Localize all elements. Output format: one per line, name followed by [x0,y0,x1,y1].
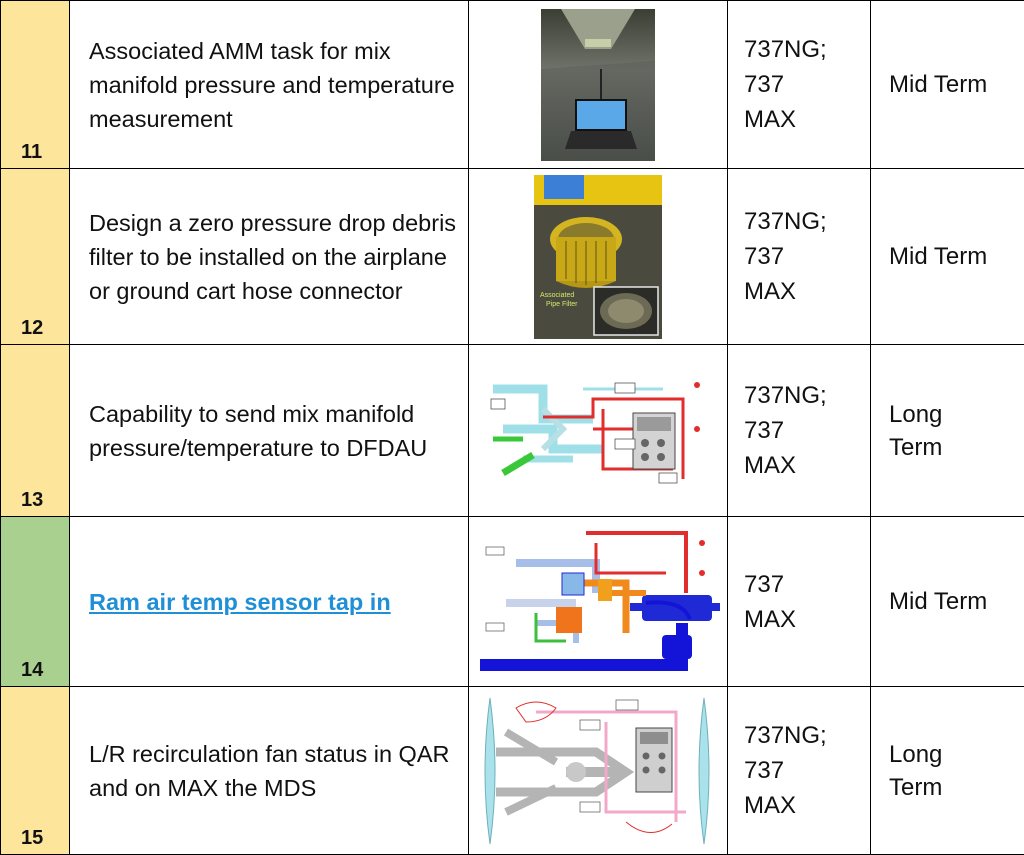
debris-filter-photo [534,175,662,339]
term-text: Long [889,738,1024,771]
row-number-cell [1,687,70,855]
aircraft-line: 737NG; [744,378,870,413]
description-cell [70,687,469,855]
term-cell [871,169,1024,345]
recirculation-fan-schematic [476,692,720,850]
row-number: 15 [1,827,69,854]
table-row [1,1,1024,169]
aircraft-line: MAX [744,274,870,309]
aircraft-line: MAX [744,788,870,823]
term-text: Mid Term [889,585,1024,618]
row-number-cell [1,345,70,517]
aircraft-line: 737 [744,67,870,102]
laptop-photo [541,9,655,161]
filter-caption: Pipe Filter [546,301,578,308]
term-cell [871,687,1024,855]
term-text: Term [889,771,1024,804]
aircraft-line: 737NG; [744,718,870,753]
term-cell [871,345,1024,517]
aircraft-cell [728,517,871,687]
term-text: Term [889,431,1024,464]
row-number: 12 [1,317,69,344]
table-row [1,517,1024,687]
aircraft-cell [728,1,871,169]
image-cell [469,169,728,345]
image-cell [469,345,728,517]
description-cell [70,345,469,517]
row-number-cell [1,169,70,345]
term-text: Mid Term [889,240,1024,273]
air-conditioning-schematic [483,369,713,493]
row-number-cell [1,517,70,687]
image-cell [469,687,728,855]
row-number: 11 [1,141,69,168]
aircraft-line: MAX [744,602,870,637]
row-number: 14 [1,659,69,686]
aircraft-cell [728,687,871,855]
aircraft-line: MAX [744,102,870,137]
term-text: Long [889,398,1024,431]
aircraft-line: 737NG; [744,32,870,67]
table-row [1,687,1024,855]
description-text: L/R recirculation fan status in QAR and on MAX the MDS [70,737,468,805]
term-cell [871,1,1024,169]
description-cell [70,1,469,169]
ram-air-schematic [476,523,720,681]
aircraft-line: 737 [744,413,870,448]
row-number: 13 [1,489,69,516]
aircraft-line: 737 [744,239,870,274]
aircraft-cell [728,345,871,517]
image-cell [469,517,728,687]
row-number-cell [1,1,70,169]
aircraft-line: 737 [744,753,870,788]
table-row [1,169,1024,345]
ram-air-temp-link[interactable]: Ram air temp sensor tap in [89,589,391,615]
description-text: Associated AMM task for mix manifold pressure and temperature measurement [70,34,468,136]
term-cell [871,517,1024,687]
description-cell [70,517,469,687]
term-text: Mid Term [889,68,1024,101]
aircraft-line: MAX [744,448,870,483]
description-text: Capability to send mix manifold pressure/temperature to DFDAU [70,397,468,465]
description-cell [70,169,469,345]
aircraft-cell [728,169,871,345]
filter-caption: Associated [540,292,574,299]
aircraft-line: 737 [744,567,870,602]
table-row [1,345,1024,517]
description-text: Design a zero pressure drop debris filter to be installed on the airplane or ground cart hose connector [70,206,468,308]
image-cell [469,1,728,169]
aircraft-line: 737NG; [744,204,870,239]
